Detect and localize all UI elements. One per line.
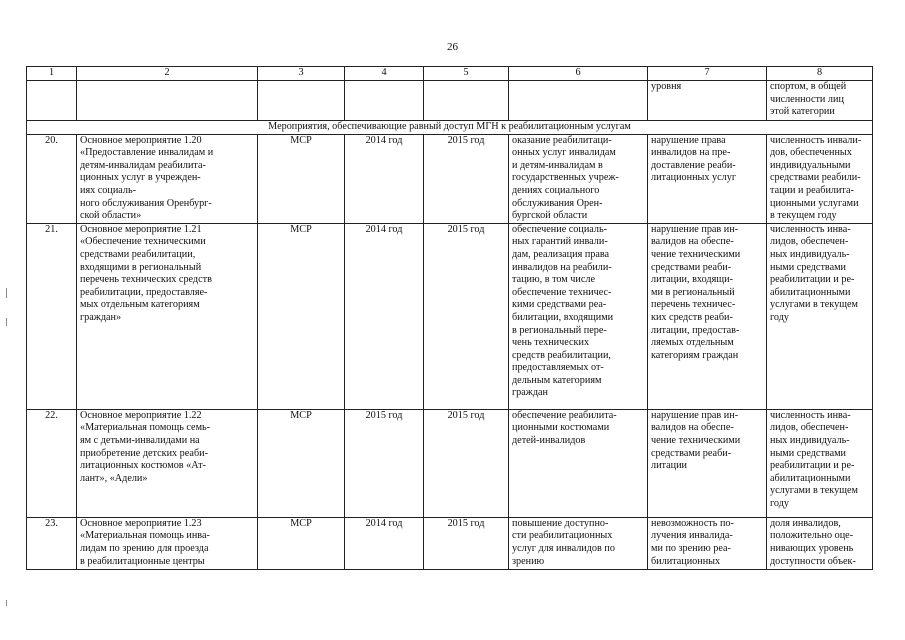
measure-name: Основное мероприятие 1.23 «Материальная помощь инва- лидам по зрению для проезда в реабилитационные центры [77, 517, 258, 569]
page-number: 26 [447, 41, 458, 53]
end-year: 2015 год [424, 223, 509, 409]
section-title: Мероприятия, обеспечивающие равный доступ МГН к реабилитационным услугам [27, 121, 873, 135]
table-row [27, 134, 873, 223]
non-implementation-consequences: нарушение права инвалидов на пре- доставление реаби- литационных услуг [648, 134, 767, 223]
empty-cell [345, 81, 424, 121]
end-year: 2015 год [424, 517, 509, 569]
measure-name: Основное мероприятие 1.22 «Материальная помощь семь- ям с детьми-инвалидами на приобретение детских реаби- литационных костюмов «Ат- лант», «Адели» [77, 409, 258, 517]
linked-indicator: численность инвали- дов, обеспеченных индивидуальными средствами реабили- тации и реабилита- ционными услугами в текущем году [767, 134, 873, 223]
responsible-executor: МСР [258, 134, 345, 223]
expected-result: обеспечение реабилита- ционными костюмами детей-инвалидов [509, 409, 648, 517]
non-implementation-consequences: нарушение прав ин- валидов на обеспе- чение техническими средствами реаби- литации, входящи- ми в региональный перечень техничес- ких средств реаби- литации, предостав- ляемых отдельным категориям граждан [648, 223, 767, 409]
column-number: 3 [258, 67, 345, 81]
end-year: 2015 год [424, 409, 509, 517]
measure-name: Основное мероприятие 1.20 «Предоставление инвалидам и детям-инвалидам реабилита- ционных услуг в учрежден- иях социаль- ного обслуживания Оренбург- ской области» [77, 134, 258, 223]
column-number: 8 [767, 67, 873, 81]
continuation-row [27, 81, 873, 121]
row-number: 23. [27, 517, 77, 569]
margin-scan-mark-top [6, 288, 7, 298]
expected-result: обеспечение социаль- ных гарантий инвали- дам, реализация права инвалидов на реабили- тацию, в том числе обеспечение техничес- кими средствами реа- билитации, входящими в региональный пере- чень технических средств реабилитации, предоставляемых от- дельным категориям граждан [509, 223, 648, 409]
column-number: 1 [27, 67, 77, 81]
row-number: 21. [27, 223, 77, 409]
start-year: 2015 год [345, 409, 424, 517]
column-number: 4 [345, 67, 424, 81]
linked-indicator: доля инвалидов, положительно оце- нивающих уровень доступности объек- [767, 517, 873, 569]
table-row [27, 223, 873, 409]
non-implementation-consequences: нарушение прав ин- валидов на обеспе- чение техническими средствами реаби- литации [648, 409, 767, 517]
indicator-cell: спортом, в общей численности лиц этой категории [767, 81, 873, 121]
section-heading-row [27, 121, 873, 135]
column-number-row [27, 67, 873, 81]
measures-table [26, 66, 873, 570]
empty-cell [424, 81, 509, 121]
linked-indicator: численность инва- лидов, обеспечен- ных индивидуаль- ными средствами реабилитации и ре- абилитационными услугами в текущем году [767, 409, 873, 517]
empty-cell [27, 81, 77, 121]
measure-name: Основное мероприятие 1.21 «Обеспечение техническими средствами реабилитации, входящими в региональный перечень технических средств реабилитации, предоставляе- мых отдельным категориям граждан» [77, 223, 258, 409]
expected-result: оказание реабилитаци- онных услуг инвалидам и детям-инвалидам в государственных учреж- дениях социального обслуживания Орен- бургской области [509, 134, 648, 223]
non-implementation-consequences: невозможность по- лучения инвалида- ми по зрению реа- билитационных [648, 517, 767, 569]
margin-scan-mark-mid [6, 318, 7, 326]
start-year: 2014 год [345, 134, 424, 223]
column-number: 7 [648, 67, 767, 81]
start-year: 2014 год [345, 223, 424, 409]
column-number: 2 [77, 67, 258, 81]
empty-cell [258, 81, 345, 121]
expected-result: повышение доступно- сти реабилитационных услуг для инвалидов по зрению [509, 517, 648, 569]
column-number: 5 [424, 67, 509, 81]
table-row [27, 409, 873, 517]
row-number: 20. [27, 134, 77, 223]
responsible-executor: МСР [258, 409, 345, 517]
table-row [27, 517, 873, 569]
empty-cell [509, 81, 648, 121]
start-year: 2014 год [345, 517, 424, 569]
row-number: 22. [27, 409, 77, 517]
linked-indicator: численность инва- лидов, обеспечен- ных индивидуаль- ными средствами реабилитации и ре- абилитационными услугами в текущем году [767, 223, 873, 409]
column-number: 6 [509, 67, 648, 81]
responsible-executor: МСР [258, 517, 345, 569]
margin-scan-mark-bottom [6, 600, 7, 606]
consequences-cell: уровня [648, 81, 767, 121]
end-year: 2015 год [424, 134, 509, 223]
responsible-executor: МСР [258, 223, 345, 409]
empty-cell [77, 81, 258, 121]
